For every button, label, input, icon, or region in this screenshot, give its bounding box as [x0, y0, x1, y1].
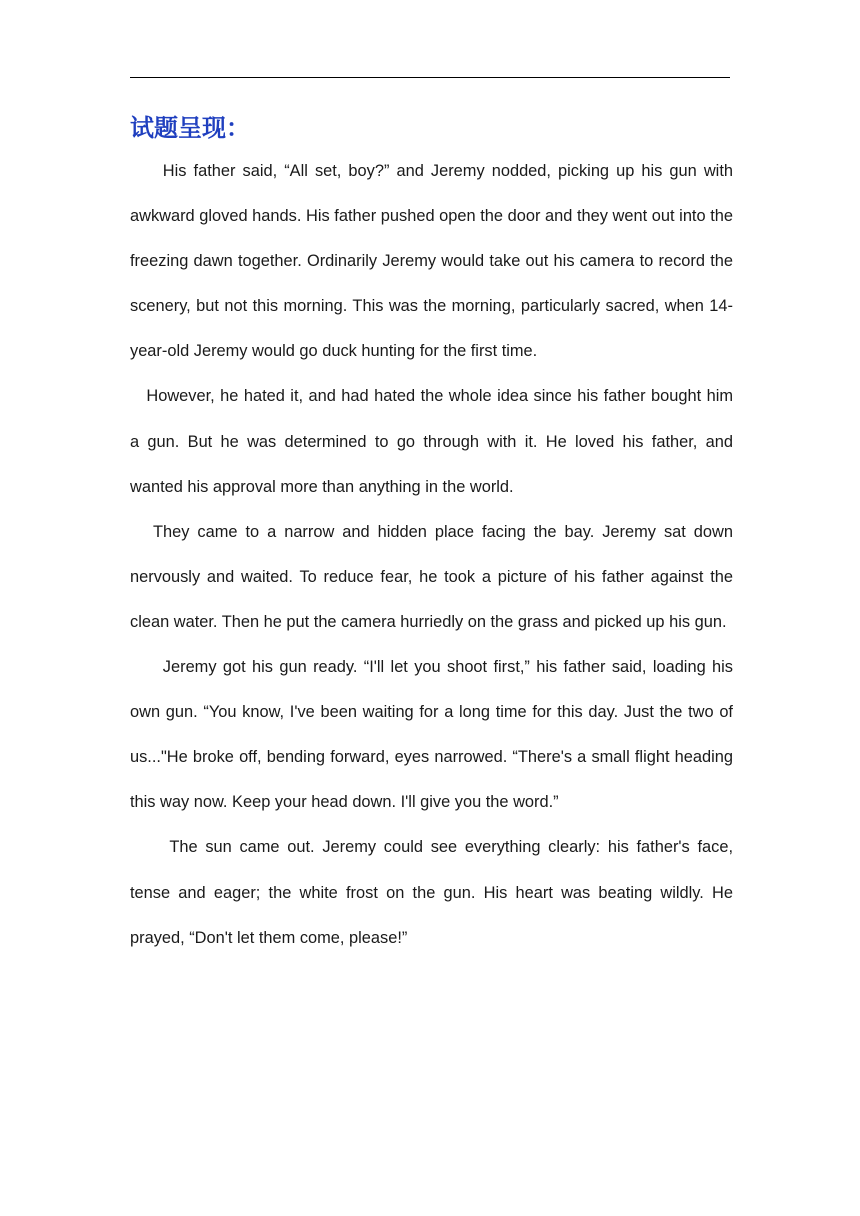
paragraph-1: His father said, “All set, boy?” and Jeremy nodded, picking up his gun with awkward gloved hands. His father pushed open the door and they went out into the freezing dawn together. Ordinarily Jeremy would take out his camera to record the scenery, but not this morning. This was the morning, particularly sacred, when 14-year-old Jeremy would go duck hunting for the first time.	[130, 162, 733, 361]
paragraph-4: Jeremy got his gun ready. “I'll let you shoot first,” his father said, loading his own gun. “You know, I've been waiting for a long time for this day. Just the two of us..."He broke off, bending forward, eyes narrowed. “There's a small flight heading this way now. Keep your head down. I'll give you the word.”	[130, 658, 733, 812]
section-heading: 试题呈现：	[130, 114, 250, 142]
paragraph-2: However, he hated it, and had hated the whole idea since his father bought him a gun. But he was determined to go through with it. He loved his father, and wanted his approval more than anything in the world.	[130, 387, 733, 496]
header-rule	[130, 77, 730, 78]
paragraph-5: The sun came out. Jeremy could see everything clearly: his father's face, tense and eager; the white frost on the gun. His heart was beating wildly. He prayed, “Don't let them come, please!”	[130, 838, 733, 947]
paragraph-3: They came to a narrow and hidden place facing the bay. Jeremy sat down nervously and waited. To reduce fear, he took a picture of his father against the clean water. Then he put the camera hurriedly on the grass and picked up his gun.	[130, 522, 733, 631]
passage-body	[130, 149, 733, 961]
